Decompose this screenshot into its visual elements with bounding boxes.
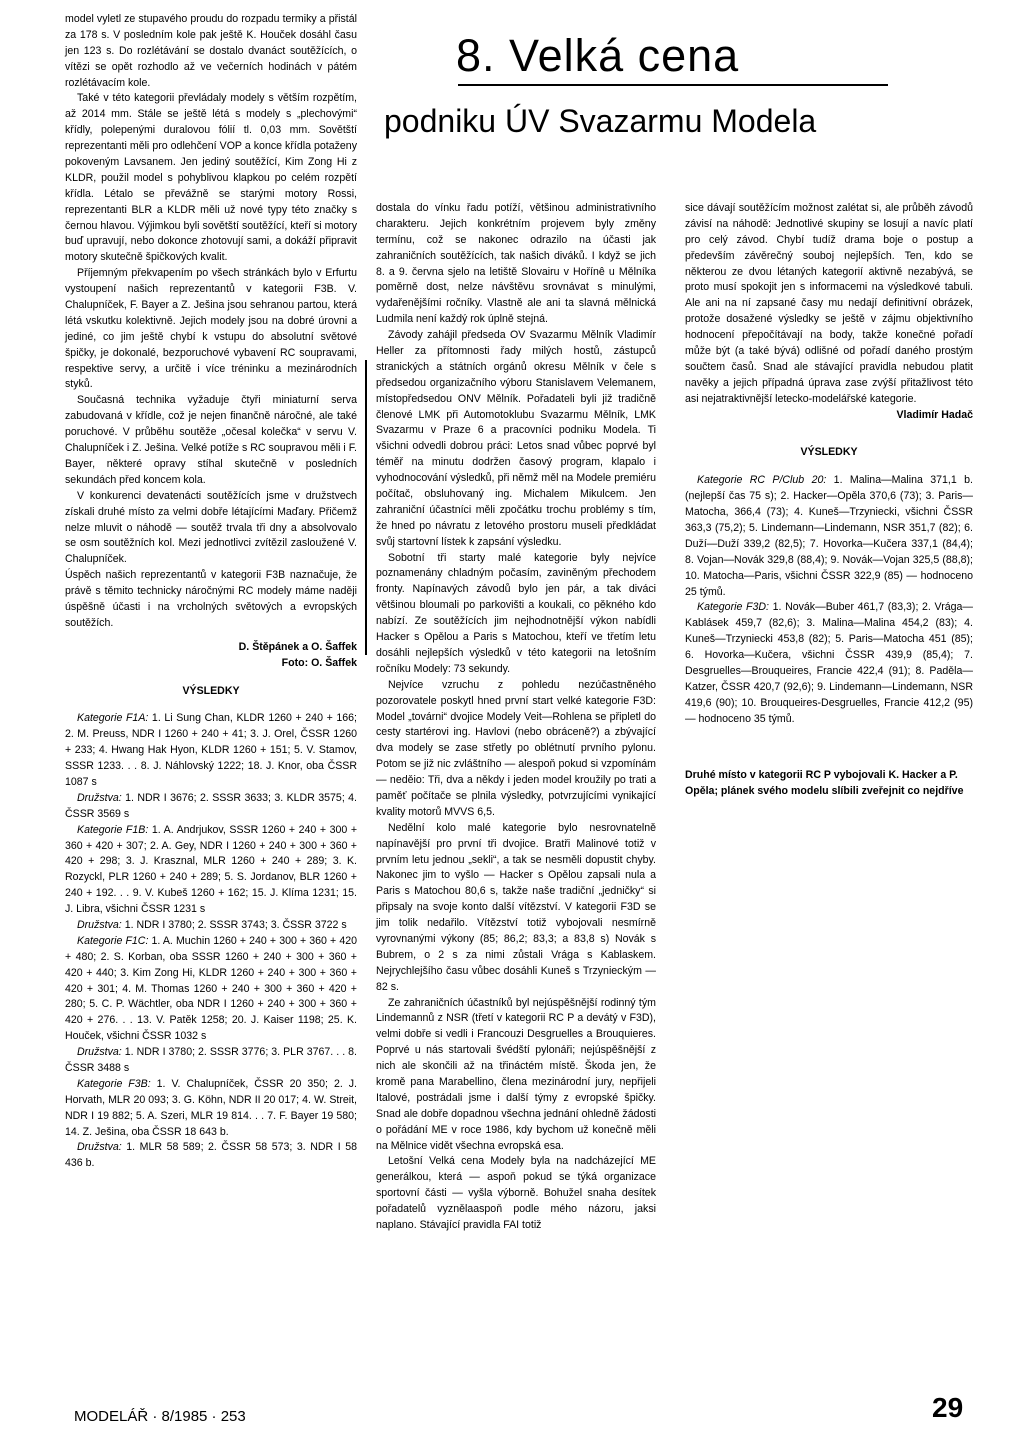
result-category: Kategorie RC P/Club 20: bbox=[697, 474, 827, 487]
paragraph: dostala do vínku řadu potíží, většinou administrativního charakteru. Jejich konkrétním projevem byly změny termínu, což se nakonec odrazilo na účasti jak zahraničních soutěžících, tak našich diváků. I když se jich 8. a 9. června sjelo na letiště Slovairu v Hořínê u Mělníka poměrně dost, nelze návštěvu srovnávat s minulými, vydařenějšími ročníky. Vlastně ale ani ta slavná mělnická Ludmila není každý rok úplně stejná. bbox=[376, 202, 656, 326]
author-signature: Vladimír Hadač bbox=[896, 408, 973, 421]
paragraph: Současná technika vyžaduje čtyři miniaturní serva zabudovaná v křídle, což je nejen finančně náročné, ale také poruchové. V průběhu soutěže „očesal kolečka“ v servu V. Chalupníček i Z. Ješina. Velké potíže s RC soupravou měli i F. Bayer, některé opravy stíhal skutečně v posledních sekundách před koncem kola. bbox=[65, 394, 357, 486]
paragraph: Také v této kategorii převládaly modely s větším rozpětím, až 2014 mm. Stále se ještě létá s modely s „plechovými“ křídly, polepenými duralovou fólií tl. 0,03 mm. Sovětští reprezentanti měli pro odlehčení VOP a konce křídla potaženy pokoveným Lavsanem. Jen jediný soutěžící, Kim Zong Hi z KLDR, použil model s pohyblivou klapkou po celém rozpětí křídla. Létalo se převážně se starými motory Rossi, reprezentanti BLR a KLDR měli už nové typy této značky s černou hlavou. Výjimkou byli sovětští soutěžící, kteří si motory buď upravují, nebo dokonce zhotovují sami, a dokáží připravit motory skutečně špičkových kvalit. bbox=[65, 92, 357, 264]
result-entry bbox=[685, 473, 973, 600]
result-entry bbox=[65, 1045, 357, 1077]
photo-credit: Foto: O. Šaffek bbox=[281, 656, 357, 669]
paragraph: Nedělní kolo malé kategorie bylo nesrovnatelně napínavější pro první tři dvojice. Bratři Malinové totiž v prvním letu jednou „sekli“, a tak se nesměli dopustit chyby. Nakonec jim to vyšlo — Hacker s Opělou zapsali nula a Paris s Matochou 80,6 s, takže naše tradiční „jedničky“ si připsaly na svoje konto další vítězství. V kategorii F3D se jim tolik nedařilo. Vítězství totiž vybojovali nesmírně vyrovnanými výkony (85; 86,2; 83,3; a 83,8 s) Novák s Bubrem, o 2 s za nimi zůstali Vrága s Kablaskem. Nejrychlejšího času vůbec dosáhli Kuneš s Trzynieckým — 82 s. bbox=[376, 821, 656, 993]
result-text: 1. NDR I 3780; 2. SSSR 3776; 3. PLR 3767. . . 8. ČSSR 3488 s bbox=[65, 1046, 357, 1074]
author-signature: D. Štěpánek a O. Šaffek bbox=[238, 640, 357, 653]
article-subtitle: podniku ÚV Svazarmu Modela bbox=[384, 103, 817, 139]
result-category: Kategorie F1A: bbox=[77, 712, 149, 725]
result-entry bbox=[65, 823, 357, 918]
result-text: 1. Malina—Malina 371,1 b. (nejlepší čas 75 s); 2. Hacker—Opěla 370,6 (73); 3. Paris—Matocha, 366,4 (73); 4. Kuneš—Trzyniecki, všichni ČSSR 363,3 (75,2); 5. Lindemann—Lindemann, NSR 351,7 (82); 6. Duží—Duží 339,2 (82,5); 7. Hovorka—Kučera 337,1 (84,4); 8. Vojan—Novák 329,8 (88,4); 9. Novák—Vojan 325,5 (88,8); 10. Matocha—Paris, všichni ČSSR 322,9 (85) — hodnoceno 25 týmů. bbox=[685, 474, 973, 598]
paragraph: model vyletl ze stupavého proudu do rozpadu termiky a přistál za 178 s. V posledním kole pak ještě K. Houček dosáhl času jen 123 s. Do rozlétávání se dostalo dvanáct soutěžících, o vítězi se opět rozhodlo až ve večerních hodinách v pátém rozlétávacím kole. bbox=[65, 13, 357, 89]
paragraph: Úspěch našich reprezentantů v kategorii F3B naznačuje, že právě s těmito technicky náročnými RC modely máme naději úspěšně účasti i na vrcholných světových a evropských soutěžích. bbox=[65, 569, 357, 629]
paragraph: Příjemným překvapením po všech stránkách bylo v Erfurtu vystoupení našich reprezentantů v kategorii F3B. V. Chalupníček, F. Bayer a Z. Ješina jsou sehranou partou, která létá vskutku kolektivně. Jejich modely jsou na dobré úrovni a jediné, co jim ještě chybí k vstupu do absolutní světové špičky, je dokonalé, bezporuchové vybavení RC soupravami, respektive servy, a určitě i více tréninku a mezinárodních styků. bbox=[65, 267, 357, 391]
result-text: 1. A. Muchin 1260 + 240 + 300 + 360 + 420 + 480; 2. S. Korban, oba SSSR 1260 + 240 + 300 + 360 + 420 + 440; 3. Kim Zong Hi, KLDR 1260 + 240 + 300 + 360 + 420 + 301; 4. M. Thomas 1260 + 240 + 300 + 360 + 420 + 280; 5. C. P. Wächtler, oba NDR I 1260 + 240 + 300 + 360 + 420 + 276. . . 13. V. Patěk 1258; 20. J. Kaiser 1198; 25. K. Houček, všichni ČSSR 1032 s bbox=[65, 934, 357, 1043]
article-column-middle bbox=[376, 201, 656, 1234]
result-entry bbox=[685, 600, 973, 727]
results-heading: VÝSLEDKY bbox=[800, 446, 858, 459]
result-text: 1. NDR I 3780; 2. SSSR 3743; 3. ČSSR 3722 s bbox=[121, 918, 347, 931]
result-text: 1. NDR I 3676; 2. SSSR 3633; 3. KLDR 3575; 4. ČSSR 3569 s bbox=[65, 791, 357, 820]
paragraph: Letošní Velká cena Modely byla na nadcházející ME generálkou, která — aspoň pokud se týká organizace sportovní části — vyšla výborně. Bohužel snaha desítek pořadatelů vyznělaaspoň podle mého názoru, jaksi naplano. Stávající pravidla FAI totiž bbox=[376, 1155, 656, 1231]
result-entry bbox=[65, 918, 357, 934]
article-column-right bbox=[685, 201, 973, 799]
result-entry bbox=[65, 791, 357, 823]
result-entry bbox=[65, 1140, 357, 1172]
article-title: 8. Velká cena bbox=[456, 30, 740, 81]
paragraph: Závody zahájil předseda OV Svazarmu Mělník Vladimír Heller za přítomnosti řady milých hostů, zástupců stranických a státních orgánů okresu Mělník v čele s předsedou organizačního výboru Stanislavem Velemanem, místopředsedou ONV Mělník. Pořadateli byli již tradičně členové LMK při Automotoklubu Svazarmu Mělník, LMK Svazarmu v Praze 6 a pracovníci podniku Modela. Ti všichni odvedli dobrou práci: Letos snad vůbec poprvé byl téměř na minutu dodržen časový program, klapalo i vyhodnocování výsledků, při němž měl na Modele premiéru počítač, obsluhovaný ing. Michalem Mikulcem. Jen zahraniční účastníci měli zpočátku trochu problémy s tím, že hned po návratu z letového prostoru museli předkládat svůj startovní lístek k zapsání výsledku. bbox=[376, 329, 656, 548]
result-text: 1. A. Andrjukov, SSSR 1260 + 240 + 300 + 360 + 420 + 307; 2. A. Gey, NDR I 1260 + 240 + 300 + 360 + 420 + 298; 3. J. Krasznal, MLR 1260 + 240 + 289; 3. K. Rozyckl, PLR 1260 + 240 + 289; 5. S. Jordanov, BLR 1260 + 240 + 192. . . 9. V. Kubeš 1260 + 162; 15. J. Klíma 1231; 15. J. Libra, všichni ČSSR 1231 s bbox=[65, 823, 358, 916]
column-rule bbox=[365, 360, 367, 655]
result-category: Kategorie F1C: bbox=[77, 934, 149, 947]
result-text: 1. V. Chalupníček, ČSSR 20 350; 2. J. Horvath, MLR 20 093; 3. G. Köhn, NDR II 20 017; 4. W. Streit, NDR I 19 882; 5. A. Szeri, MLR 19 814. . . 7. F. Bayer 19 580; 14. Z. Ješina, oba ČSSR 18 643 b. bbox=[65, 1077, 357, 1138]
title-underline bbox=[458, 84, 888, 86]
page-number: 29 bbox=[932, 1392, 964, 1423]
result-entry bbox=[65, 934, 357, 1045]
result-entry bbox=[65, 1077, 357, 1141]
result-category: Kategorie F3B: bbox=[77, 1077, 151, 1090]
photo-caption: Druhé místo v kategorii RC P vybojovali K. Hacker a P. Opěla; plánek svého modelu slíbili zveřejnit co nejdříve bbox=[685, 768, 964, 797]
result-entry bbox=[65, 711, 357, 790]
magazine-page bbox=[8, 8, 1012, 1432]
result-category: Družstva: bbox=[77, 1046, 122, 1059]
result-text: 1. MLR 58 589; 2. ČSSR 58 573; 3. NDR I 58 436 b. bbox=[65, 1141, 357, 1170]
paragraph: Ze zahraničních účastníků byl nejúspěšnější rodinný tým Lindemannů z NSR (třetí v kategorii RC P a devátý v F3D), velmi dobře si vedli i Francouzi Desgruelles a Brouquieres. Poprvé u nás startovali švédští pylonáři; nejúspěšnější z nich ale skončili až na třináctém místě. Škoda jen, že kromě pana Marabellino, člena mezinárodní jury, nepřijeli Italové, postrádali jsme i další týmy z evropské špičky. Snad ale dobře dopadnou všechna jednání ohledně žádosti o pořádání ME v roce 1986, kdy bychom už konečně měli na Mělnice vidět všechna evropská esa. bbox=[376, 996, 656, 1152]
paragraph: sice dávají soutěžícím možnost zalétat si, ale průběh závodů závisí na náhodě: Jednotlivé skupiny se losují a navíc platí pro celý závod. Chybí tudíž drama boje o postup a především závěrečný souboj nejlepších. Ten, kdo se některou ze dvou létaných kategorií aktivně nezabývá, se proto musí spokojit jen s informacemi na výsledkové tabuli. Ale ani na ní zapsané časy mu nedají definitivní obrázek, protože dosažené výsledky se ještě v zájmu objektivního hodnocení přepočítávají na body, takže konečné pořadí může být (a také bývá) odlišné od pořadí daného prostým součtem časů. Snad ale stávající pravidla nebudou platit navěky a jejich případná úprava zase zvýší přitažlivost této asi nejatraktivnější letecko-modelářské kategorie. bbox=[685, 202, 973, 405]
article-column-left bbox=[65, 12, 357, 1172]
result-category: Družstva: bbox=[77, 1141, 122, 1154]
magazine-footer: MODELÁŘ · 8/1985 · 253 bbox=[74, 1408, 246, 1425]
paragraph: V konkurenci devatenácti soutěžících jsme v družstvech získali druhé místo za velmi dobře létajícími Maďary. Přičemž nelze mluvit o náhodě — soutěž trvala tři dny a absolvovalo se osm soutěžních kol. Mezi jednotlivci zvítězil zasloužené V. Chalupníček. bbox=[65, 489, 357, 566]
paragraph: Sobotní tři starty malé kategorie byly nejvíce poznamenány chladným počasím, zaviněným přechodem fronty. Napínavých závodů bylo jen pár, a tak diváci většinou bloumali po parkovišti a koukali, co pěkného kdo nabízí. Ze soutěžících jim nejhodnotnější výkon nabídli Hacker s Opělou a Paris s Matochou, kteří ve třetím letu dosáhli nejlepších výsledků v této kategorii na letošním ročníku Modely: 73 sekundy. bbox=[376, 551, 656, 675]
results-heading: VÝSLEDKY bbox=[182, 684, 240, 697]
paragraph: Nejvíce vzruchu z pohledu nezúčastněného pozorovatele poskytl hned první start velké kategorie F3D: Model „továrni“ dvojice Modely Veit—Rohlena se připletl do cesty startérovi ing. Havlovi (nebo obráceně?) a zbývající dva modely se zase střetly po oblétnutí prvního pylonu. Potom se již nic zvláštního — alespoň pokud si vzpomínám — neděio: Tři, dva a někdy i jeden model kroužily po trati a paměť počítače se plnila výsledky, potvrzujícími vynikající kvality motorů MVVS 6,5. bbox=[376, 678, 656, 818]
result-category: Kategorie F3D: bbox=[697, 601, 769, 614]
result-category: Družstva: bbox=[77, 791, 122, 804]
result-category: Kategorie F1B: bbox=[77, 823, 149, 836]
result-text: 1. Novák—Buber 461,7 (83,3); 2. Vrága—Kablásek 459,7 (82,6); 3. Malina—Malina 454,2 (83); 4. Kuneš—Trzyniecki 453,8 (82); 5. Paris—Matocha 451 (85); 6. Hovorka—Kučera, všichni ČSSR 439,9 (85,4); 7. Desgruelles—Brouqueires, Francie 422,4 (91); 8. Paděla—Katzer, ČSSR 420,7 (92,6); 9. Lindemann—Lindemann, NSR 419,6 (90); 10. Brouqueires-Desgruelles, Francie 412,2 (95) — hodnoceno 35 týmů. bbox=[685, 601, 973, 725]
result-text: 1. Li Sung Chan, KLDR 1260 + 240 + 166; 2. M. Preuss, NDR I 1260 + 240 + 41; 3. J. Orel, ČSSR 1260 + 233; 4. Hwang Hak Hyon, KLDR 1260 + 151; 5. V. Stamov, SSSR 1233. . . 8. J. Náhlovský 1222; 18. J. Knor, oba ČSSR 1087 s bbox=[65, 712, 357, 788]
result-category: Družstva: bbox=[77, 918, 122, 931]
